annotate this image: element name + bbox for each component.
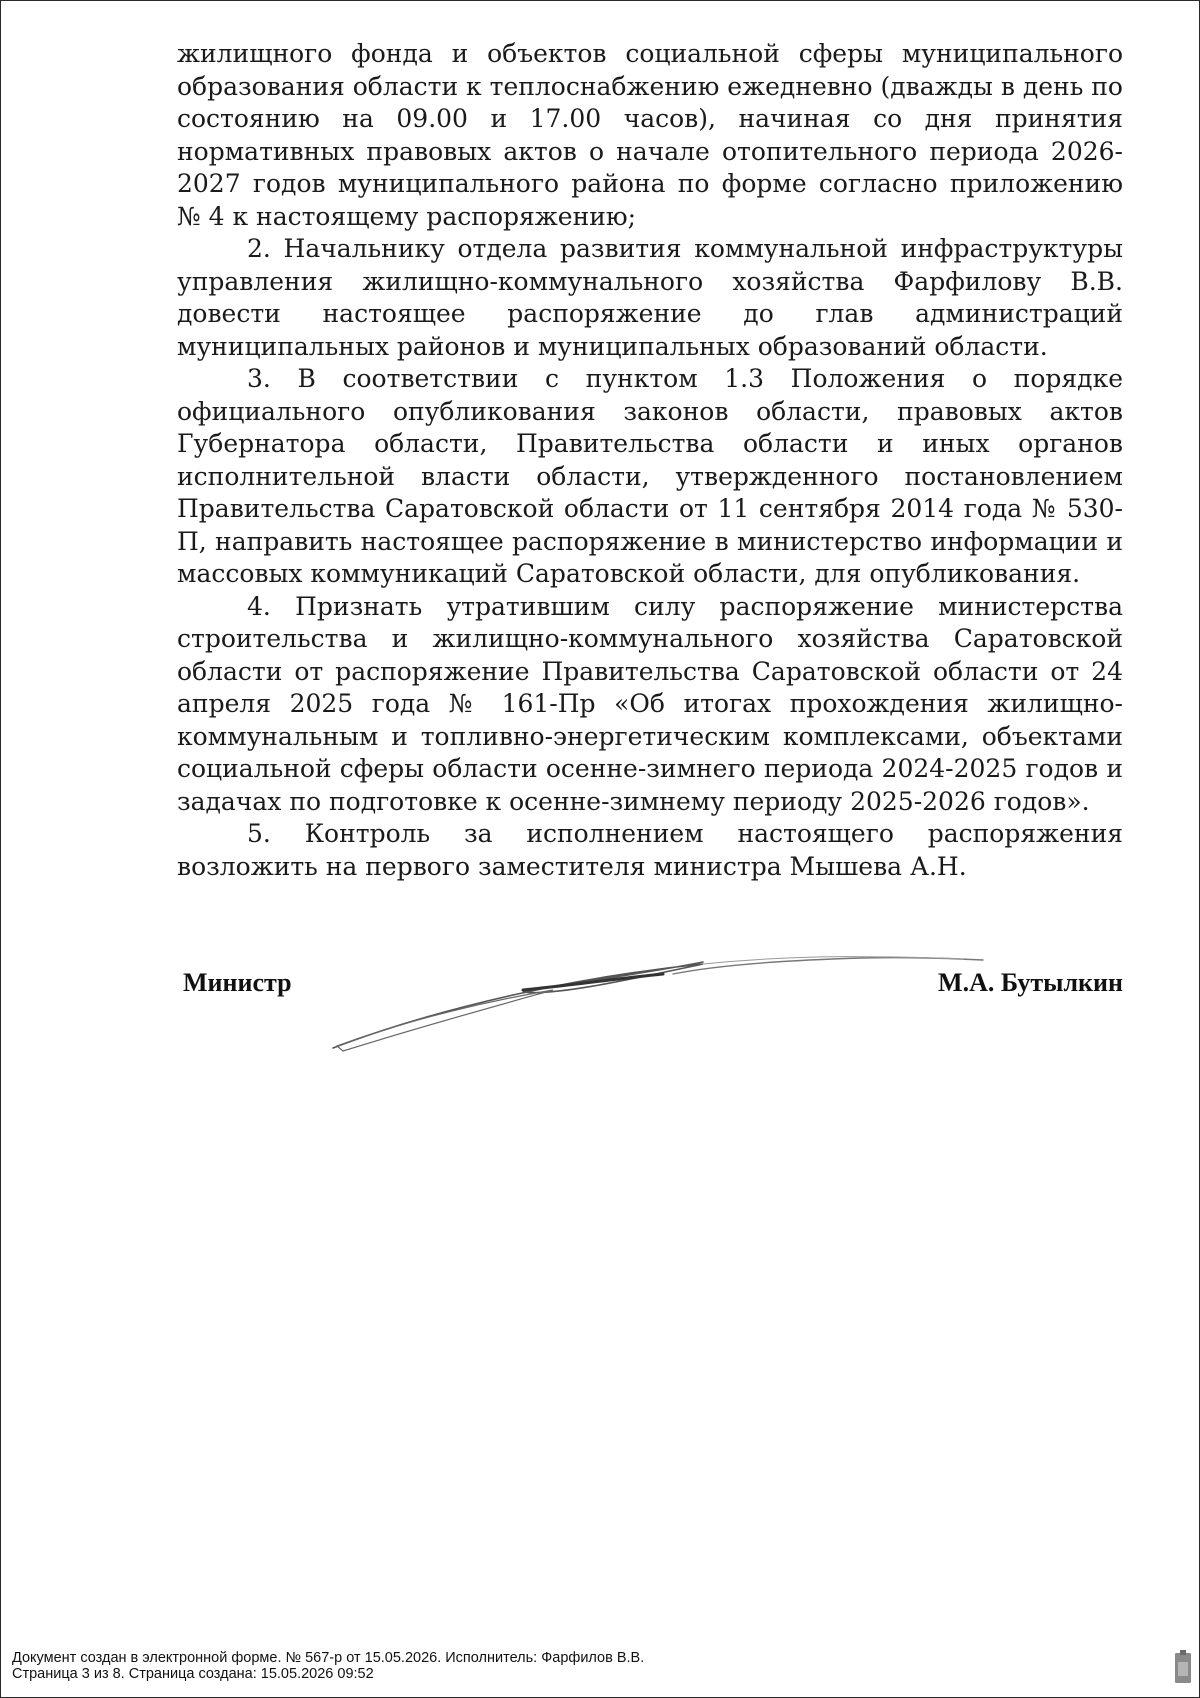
document-footer [12,1650,644,1682]
signatory-name: М.А. Бутылкин [938,968,1123,997]
coat-of-arms-icon [1174,1650,1192,1686]
footer-line-document-info: Документ создан в электронной форме. № 567-р от 15.05.2026. Исполнитель: Фарфилов В.В. [12,1650,645,1666]
document-body [177,38,1123,883]
paragraph-item-5: 5. Контроль за исполнением настоящего распоряжения возложить на первого заместителя министра Мышева А.Н. [177,819,1123,881]
signature-block [183,960,1123,1060]
paragraph-item-3: 3. В соответствии с пунктом 1.3 Положения о порядке официального опубликования законов области, правовых актов Губернатора области, Правительства области и иных органов исполнительной власти области, утвержденного постановлением Правительства Саратовской области от 11 сентября 2014 года № 530-П, направить настоящее распоряжение в министерство информации и массовых коммуникаций Саратовской области, для опубликования. [177,364,1123,588]
paragraph-item-4: 4. Признать утратившим силу распоряжение министерства строительства и жилищно-коммунального хозяйства Саратовской области от распоряжение Правительства Саратовской области от 24 апреля 2025 года № 161-Пр «Об итогах прохождения жилищно-коммунальным и топливно-энергетическим комплексами, объектами социальной сферы области осенне-зимнего периода 2024-2025 годов и задачах по подготовке к осенне-зимнему периоду 2025-2026 годов». [177,591,1123,816]
handwritten-signature [323,956,1003,1056]
paragraph-item-2: 2. Начальнику отдела развития коммунальной инфраструктуры управления жилищно-коммунального хозяйства Фарфилову В.В. довести настоящее распоряжение до глав администраций муниципальных районов и муниципальных образований области. [177,234,1123,361]
paragraph-continuation: жилищного фонда и объектов социальной сферы муниципального образования области к теплоснабжению ежедневно (дважды в день по состоянию на 09.00 и 17.00 часов), начиная со дня принятия нормативных правовых актов о начале отопительного периода 2026-2027 годов муниципального района по форме согласно приложению № 4 к настоящему распоряжению; [177,39,1123,231]
footer-line-page-info: Страница 3 из 8. Страница создана: 15.05.2026 09:52 [12,1666,374,1682]
signatory-title: Министр [183,968,292,997]
